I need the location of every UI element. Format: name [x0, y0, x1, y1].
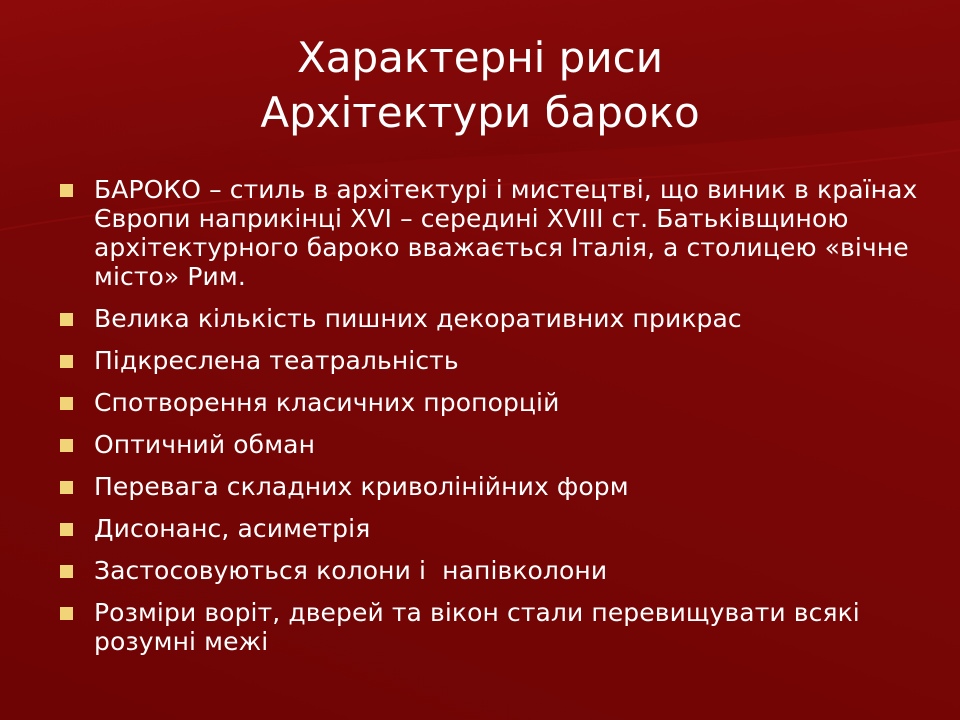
bullet-text: БАРОКО – стиль в архітектурі і мистецтві, що виник в країнах Європи наприкінці XVI – середині XVIII ст. Батьківщиною архітектурного бароко вважається Італія, а столицею «вічне місто» Рим. [94, 175, 926, 291]
bullet-item [58, 175, 938, 291]
title-line-2: Архітектури бароко [260, 88, 700, 137]
square-bullet-icon [60, 397, 73, 410]
title-line-1: Характерні риси [296, 33, 664, 82]
bullet-list [58, 175, 938, 669]
bullet-text: Розміри воріт, дверей та вікон стали перевищувати всякі розумні межі [94, 598, 868, 656]
square-bullet-icon [60, 313, 73, 326]
bullet-text: Застосовуються колони і напівколони [94, 556, 608, 585]
slide-title [0, 30, 960, 140]
bullet-item [58, 514, 938, 543]
square-bullet-icon [60, 565, 73, 578]
bullet-text: Перевага складних криволінійних форм [94, 472, 629, 501]
square-bullet-icon [60, 355, 73, 368]
bullet-text: Підкреслена театральність [94, 346, 459, 375]
bullet-text: Дисонанс, асиметрія [94, 514, 371, 543]
bullet-item [58, 304, 938, 333]
bullet-item [58, 472, 938, 501]
square-bullet-icon [60, 439, 73, 452]
bullet-item [58, 430, 938, 459]
square-bullet-icon [60, 607, 73, 620]
square-bullet-icon [60, 184, 73, 197]
bullet-text: Оптичний обман [94, 430, 316, 459]
square-bullet-icon [60, 481, 73, 494]
bullet-text: Велика кількість пишних декоративних прикрас [94, 304, 742, 333]
bullet-item [58, 598, 938, 656]
bullet-text: Спотворення класичних пропорцій [94, 388, 560, 417]
bullet-item [58, 556, 938, 585]
bullet-item [58, 346, 938, 375]
square-bullet-icon [60, 523, 73, 536]
bullet-item [58, 388, 938, 417]
